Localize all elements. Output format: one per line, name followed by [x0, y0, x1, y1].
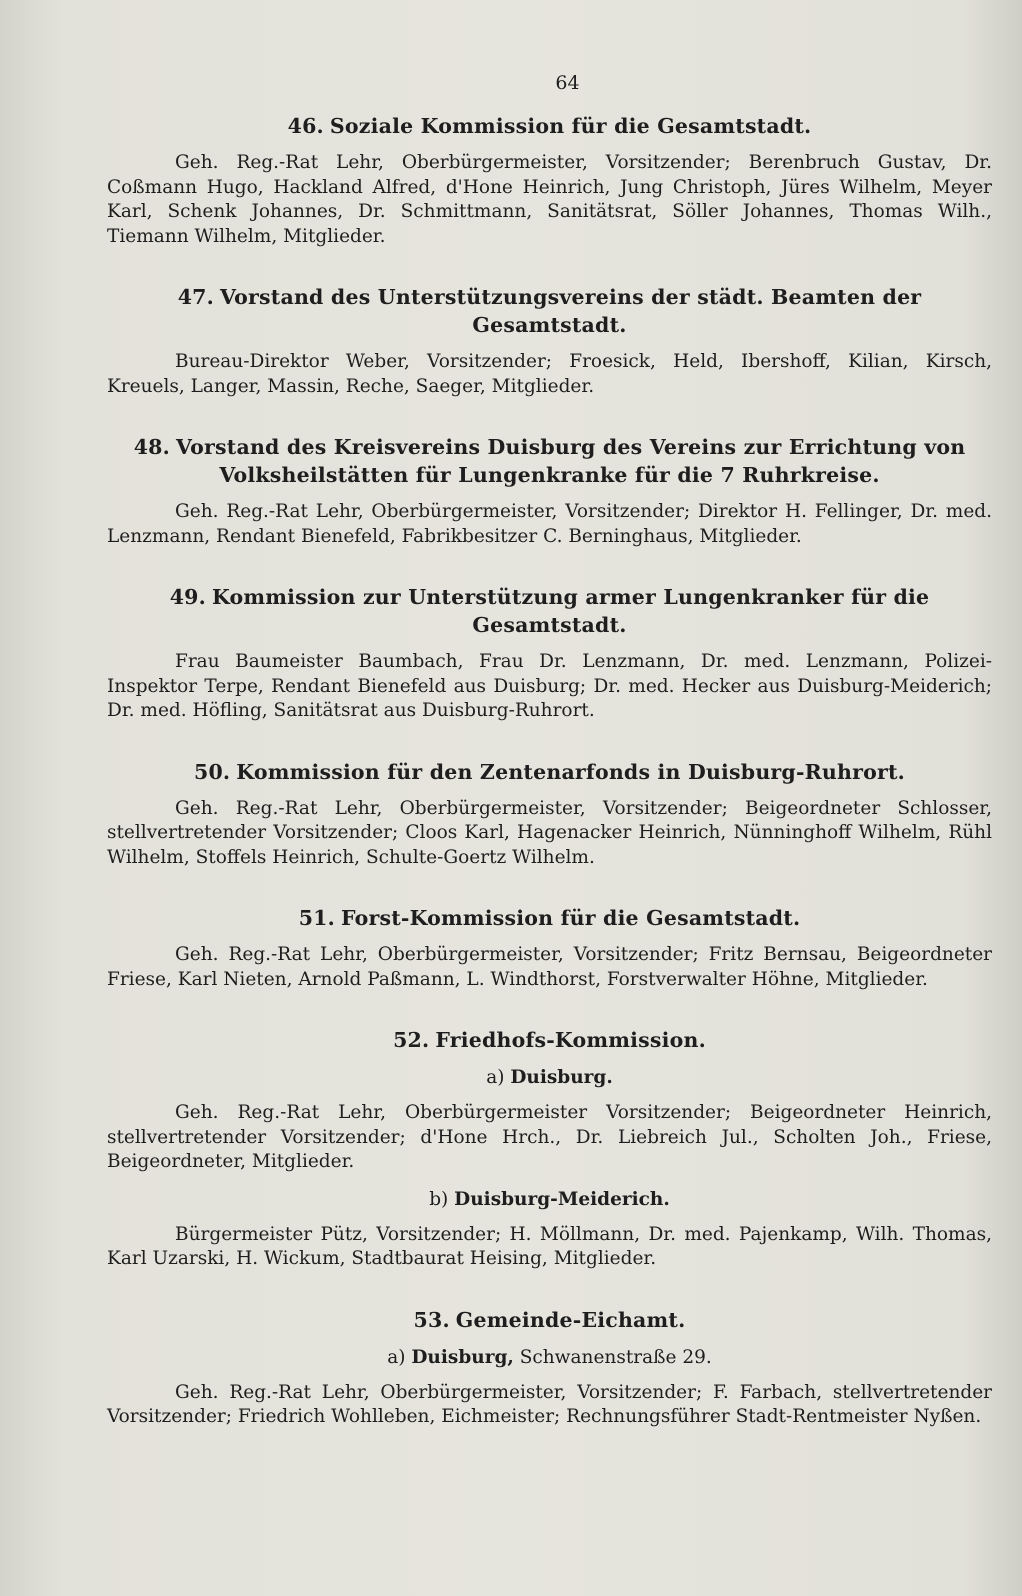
section-heading [107, 1306, 992, 1334]
section-heading [107, 433, 992, 489]
section-heading [107, 283, 992, 339]
section-53 [107, 1306, 992, 1430]
subsection-heading [107, 1187, 992, 1213]
section-46 [107, 112, 992, 249]
page-content [107, 72, 992, 1442]
section-title: Kommission für den Zentenarfonds in Duisburg-Ruhrort. [236, 759, 905, 784]
section-number: 47. [177, 285, 214, 309]
section-number: 51. [298, 906, 335, 930]
members-paragraph: Bureau-Direktor Weber, Vorsitzender; Froesick, Held, Ibershoff, Kilian, Kirsch, Kreuels, Langer, Massin, Reche, Saeger, Mitglieder. [107, 351, 992, 397]
section-heading [107, 112, 992, 140]
subsection-label: b) [429, 1188, 449, 1210]
members-paragraph: Geh. Reg.-Rat Lehr, Oberbürgermeister, Vorsitzender; Berenbruch Gustav, Dr. Coßmann Hugo, Hackland Alfred, d'Hone Heinrich, Jung Christoph, Jüres Wilhelm, Meyer Karl, Schenk Johannes, Dr. Schmittmann, Sanitätsrat, Söller Johannes, Thomas Wilh., Tiemann Wilhelm, Mitglieder. [107, 152, 992, 247]
page-number: 64 [555, 72, 580, 94]
members-paragraph: Geh. Reg.-Rat Lehr, Oberbürgermeister Vorsitzender; Beigeordneter Heinrich, stellvertretender Vorsitzender; d'Hone Hrch., Dr. Liebreich Jul., Scholten Joh., Friese, Beigeordneter, Mitglieder. [107, 1102, 992, 1172]
subsection-detail: Schwanenstraße 29. [519, 1346, 712, 1368]
section-heading [107, 583, 992, 639]
section-49 [107, 583, 992, 724]
section-title: Gemeinde-Eichamt. [455, 1307, 686, 1332]
section-number: 53. [413, 1307, 450, 1332]
subsection-place: Duisburg-Meiderich. [454, 1188, 670, 1210]
section-heading [107, 1026, 992, 1054]
section-number: 50. [193, 759, 231, 784]
section-number: 49. [169, 585, 206, 609]
subsection-heading [107, 1345, 992, 1371]
members-paragraph: Geh. Reg.-Rat Lehr, Oberbürgermeister, Vorsitzender; F. Farbach, stellvertretender Vorsitzender; Friedrich Wohlleben, Eichmeister; Rechnungsführer Stadt-Rentmeister Nyßen. [107, 1381, 992, 1427]
members-paragraph: Geh. Reg.-Rat Lehr, Oberbürgermeister, Vorsitzender; Direktor H. Fellinger, Dr. med. Lenzmann, Rendant Bienefeld, Fabrikbesitzer C. Berninghaus, Mitglieder. [107, 501, 992, 547]
subsection-place: Duisburg, [411, 1346, 514, 1368]
section-51 [107, 904, 992, 992]
members-paragraph: Bürgermeister Pütz, Vorsitzender; H. Möllmann, Dr. med. Pajenkamp, Wilh. Thomas, Karl Uzarski, H. Wickum, Stadtbaurat Heising, Mitglieder. [107, 1223, 992, 1269]
members-paragraph: Geh. Reg.-Rat Lehr, Oberbürgermeister, Vorsitzender; Fritz Bernsau, Beigeordneter Friese, Karl Nieten, Arnold Paßmann, L. Windthorst, Forstverwalter Höhne, Mitglieder. [107, 944, 992, 990]
section-title: Friedhofs-Kommission. [435, 1028, 706, 1052]
subsection-label: a) [387, 1346, 406, 1368]
subsection-heading [107, 1065, 992, 1091]
section-title: Vorstand des Unterstützungsvereins der städt. Beamten der Gesamtstadt. [219, 285, 922, 337]
section-number: 52. [393, 1028, 430, 1052]
members-paragraph: Frau Baumeister Baumbach, Frau Dr. Lenzmann, Dr. med. Lenzmann, Polizei-Inspektor Terpe, Rendant Bienefeld aus Duisburg; Dr. med. Hecker aus Duisburg-Meiderich; Dr. med. Höfling, Sanitätsrat aus Duisburg-Ruhrort. [107, 651, 992, 721]
section-48 [107, 433, 992, 549]
section-number: 46. [287, 114, 324, 138]
section-title: Soziale Kommission für die Gesamtstadt. [329, 114, 812, 138]
section-title: Forst-Kommission für die Gesamtstadt. [340, 906, 801, 930]
members-paragraph: Geh. Reg.-Rat Lehr, Oberbürgermeister, Vorsitzender; Beigeordneter Schlosser, stellvertretender Vorsitzender; Cloos Karl, Hagenacker Heinrich, Nünninghoff Wilhelm, Rühl Wilhelm, Stoffels Heinrich, Schulte-Goertz Wilhelm. [107, 797, 992, 868]
subsection-label: a) [486, 1067, 505, 1088]
section-heading [107, 904, 992, 932]
section-title: Kommission zur Unterstützung armer Lungenkranker für die Gesamtstadt. [211, 585, 930, 637]
subsection-place: Duisburg. [510, 1067, 613, 1088]
section-52 [107, 1026, 992, 1272]
section-number: 48. [133, 435, 170, 459]
section-50 [107, 758, 992, 871]
section-title: Vorstand des Kreisvereins Duisburg des Vereins zur Errichtung von Volksheilstätten für Lungenkranke für die 7 Ruhrkreise. [175, 435, 966, 487]
section-47 [107, 283, 992, 399]
section-heading [107, 758, 992, 786]
